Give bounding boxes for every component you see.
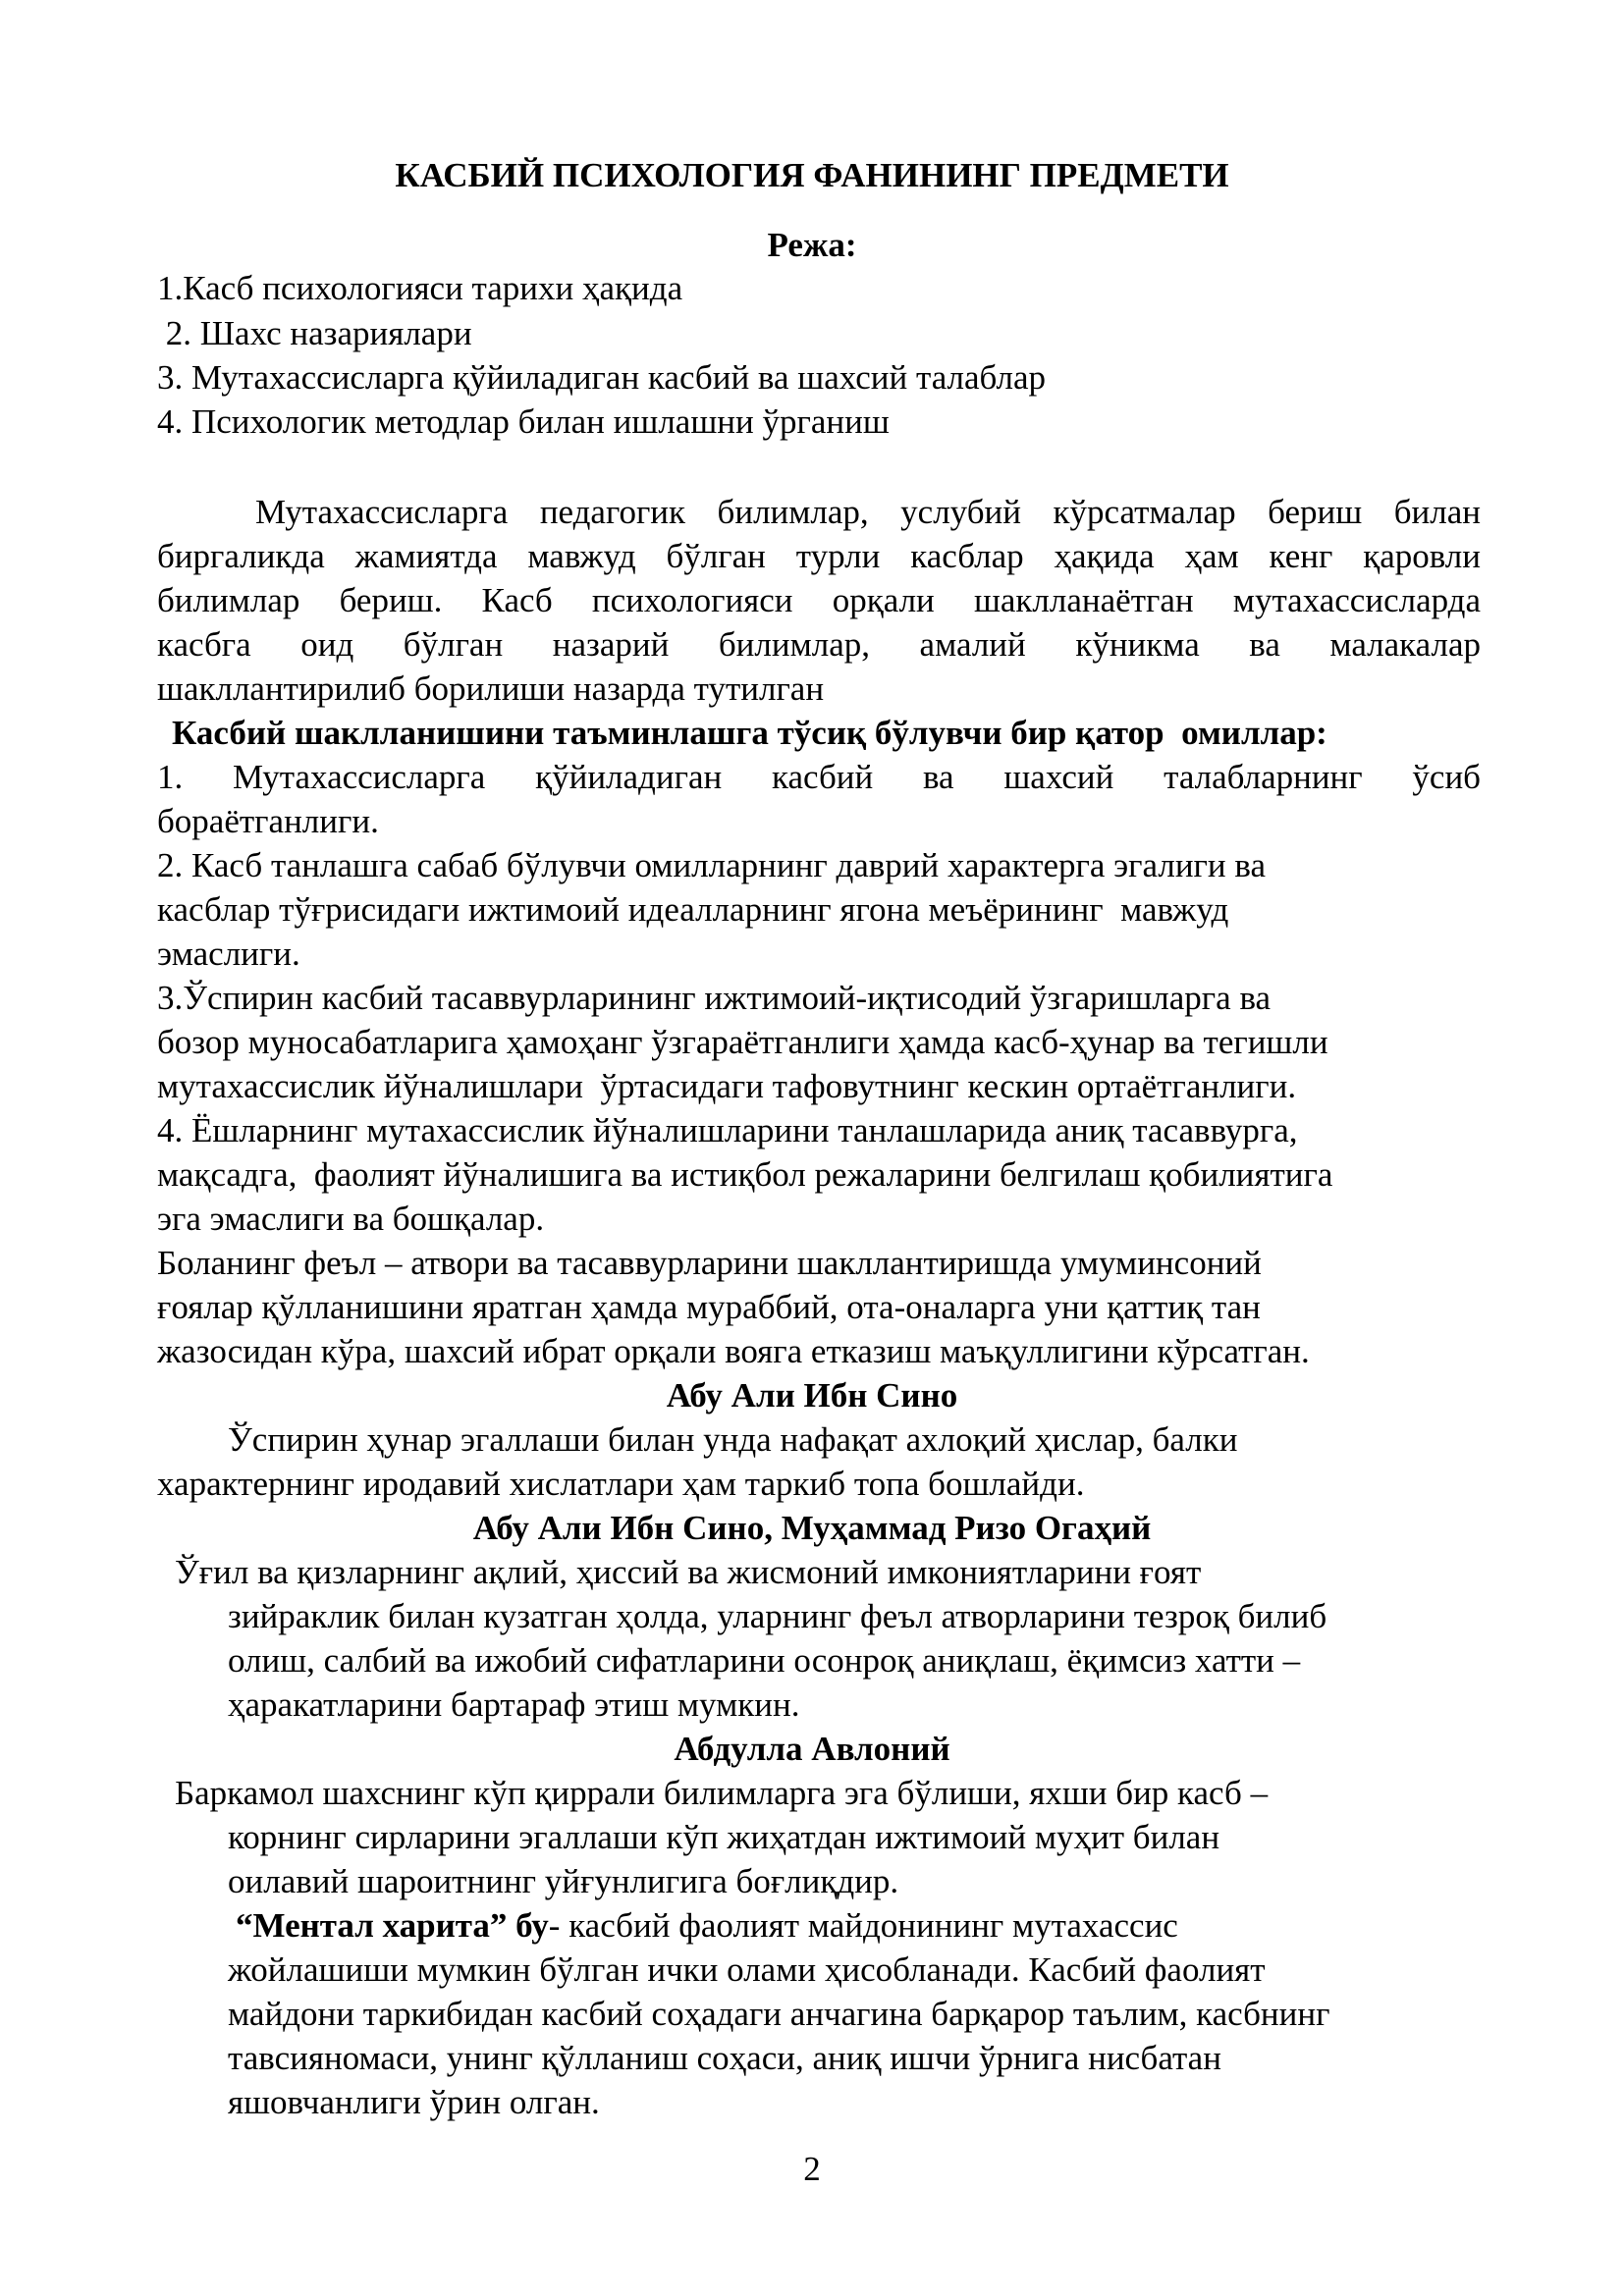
mental-map-term: “Ментал харита” бу xyxy=(236,1906,549,1945)
mental-map-definition-start: - касбий фаолият майдонининг мутахассис xyxy=(548,1906,1178,1945)
intro-line-5: шакллантирилиб борилиши назарда тутилган xyxy=(157,669,825,708)
factor-line-2: бораётганлиги. xyxy=(157,802,379,840)
mental-map-line-1 xyxy=(236,1904,1178,1948)
quote3-line-2: зийраклик билан кузатган ҳолда, уларнинг феъл атворларини тезроқ билиб xyxy=(228,1597,1327,1635)
factor-line-8: мутахассислик йўналишлари ўртасидаги тафовутнинг кескин ортаётганлиги. xyxy=(157,1067,1297,1105)
quote2-line-2: характернинг иродавий хислатлари ҳам таркиб топа бошлайди. xyxy=(157,1465,1085,1503)
factor-line-5: эмаслиги. xyxy=(157,934,300,973)
page-number: 2 xyxy=(803,2150,821,2188)
quote2-line-1: Ўспирин ҳунар эгаллаши билан унда нафақат ахлоқий ҳислар, балки xyxy=(228,1420,1238,1459)
factor-line-1: 1. Мутахассисларга қўйиладиган касбий ва шахсий талабларнинг ўсиб xyxy=(157,758,1481,796)
mental-map-line-2: жойлашиши мумкин бўлган ички олами ҳисобланади. Касбий фаолият xyxy=(228,1950,1266,1989)
plan-item-3: 3. Мутахассисларга қўйиладиган касбий ва шахсий талаблар xyxy=(157,358,1046,397)
document-title: КАСБИЙ ПСИХОЛОГИЯ ФАНИНИНГ ПРЕДМЕТИ xyxy=(395,156,1229,194)
mental-map-line-4: тавсияномаси, унинг қўлланиш соҳаси, аниқ ишчи ўрнига нисбатан xyxy=(228,2039,1221,2077)
quote3-line-1: Ўғил ва қизларнинг ақлий, ҳиссий ва жисмоний имкониятларини ғоят xyxy=(175,1553,1202,1591)
factor-line-9: 4. Ёшларнинг мутахассислик йўналишларини танлашларида аниқ тасаввурга, xyxy=(157,1111,1298,1149)
mental-map-line-3: майдони таркибидан касбий соҳадаги анчагина барқарор таълим, касбнинг xyxy=(228,1995,1330,2033)
quote4-line-2: корнинг сирларини эгаллаши кўп жиҳатдан ижтимоий муҳит билан xyxy=(228,1818,1220,1856)
plan-item-4: 4. Психологик методлар билан ишлашни ўрганиш xyxy=(157,402,890,441)
intro-line-3: билимлар бериш. Касб психологияси орқали шаклланаётган мутахассисларда xyxy=(157,581,1481,619)
intro-line-2: биргаликда жамиятда мавжуд бўлган турли касблар ҳақида ҳам кенг қаровли xyxy=(157,537,1481,575)
quote1-line-3: жазосидан кўра, шахсий ибрат орқали вояга етказиш маъқуллигини кўрсатган. xyxy=(157,1332,1310,1370)
factor-line-6: 3.Ўспирин касбий тасаввурларининг ижтимоий-иқтисодий ўзгаришларга ва xyxy=(157,979,1272,1017)
author-1: Абу Али Ибн Сино xyxy=(666,1376,958,1415)
intro-line-1: Мутахассисларга педагогик билимлар, услубий кўрсатмалар бериш билан xyxy=(255,493,1481,531)
quote1-line-2: ғоялар қўлланишини яратган ҳамда мураббий, ота-оналарга уни қаттиқ тан xyxy=(157,1288,1261,1326)
author-3: Абдулла Авлоний xyxy=(674,1730,950,1768)
quote3-line-4: ҳаракатларини бартараф этиш мумкин. xyxy=(228,1685,800,1724)
plan-heading: Режа: xyxy=(767,226,857,264)
factor-line-11: эга эмаслиги ва бошқалар. xyxy=(157,1200,545,1238)
factor-line-10: мақсадга, фаолият йўналишига ва истиқбол режаларини белгилаш қобилиятига xyxy=(157,1155,1333,1194)
plan-item-1: 1.Касб психологияси тарихи ҳақида xyxy=(157,269,683,307)
author-2: Абу Али Ибн Сино, Муҳаммад Ризо Огаҳий xyxy=(472,1509,1152,1547)
factor-line-4: касблар тўғрисидаги ижтимоий идеалларнинг ягона меъёрининг мавжуд xyxy=(157,890,1229,929)
plan-item-2: 2. Шахс назариялари xyxy=(157,314,472,352)
factor-line-7: бозор муносабатларига ҳамоҳанг ўзгараётганлиги ҳамда касб-ҳунар ва тегишли xyxy=(157,1023,1328,1061)
intro-line-4: касбга оид бўлган назарий билимлар, амалий кўникма ва малакалар xyxy=(157,625,1481,664)
quote1-line-1: Боланинг феъл – атвори ва тасаввурларини шакллантиришда умуминсоний xyxy=(157,1244,1262,1282)
factors-heading: Касбий шаклланишини таъминлашга тўсиқ бўлувчи бир қатор омиллар: xyxy=(172,714,1327,752)
quote4-line-3: оилавий шароитнинг уйғунлигига боғлиқдир. xyxy=(228,1862,899,1900)
factor-line-3: 2. Касб танлашга сабаб бўлувчи омилларнинг даврий характерга эгалиги ва xyxy=(157,846,1266,884)
quote4-line-1: Баркамол шахснинг кўп қиррали билимларга эга бўлиши, яхши бир касб – xyxy=(175,1774,1269,1812)
mental-map-line-5: яшовчанлиги ўрин олган. xyxy=(228,2083,600,2121)
quote3-line-3: олиш, салбий ва ижобий сифатларини осонроқ аниқлаш, ёқимсиз хатти – xyxy=(228,1641,1301,1680)
